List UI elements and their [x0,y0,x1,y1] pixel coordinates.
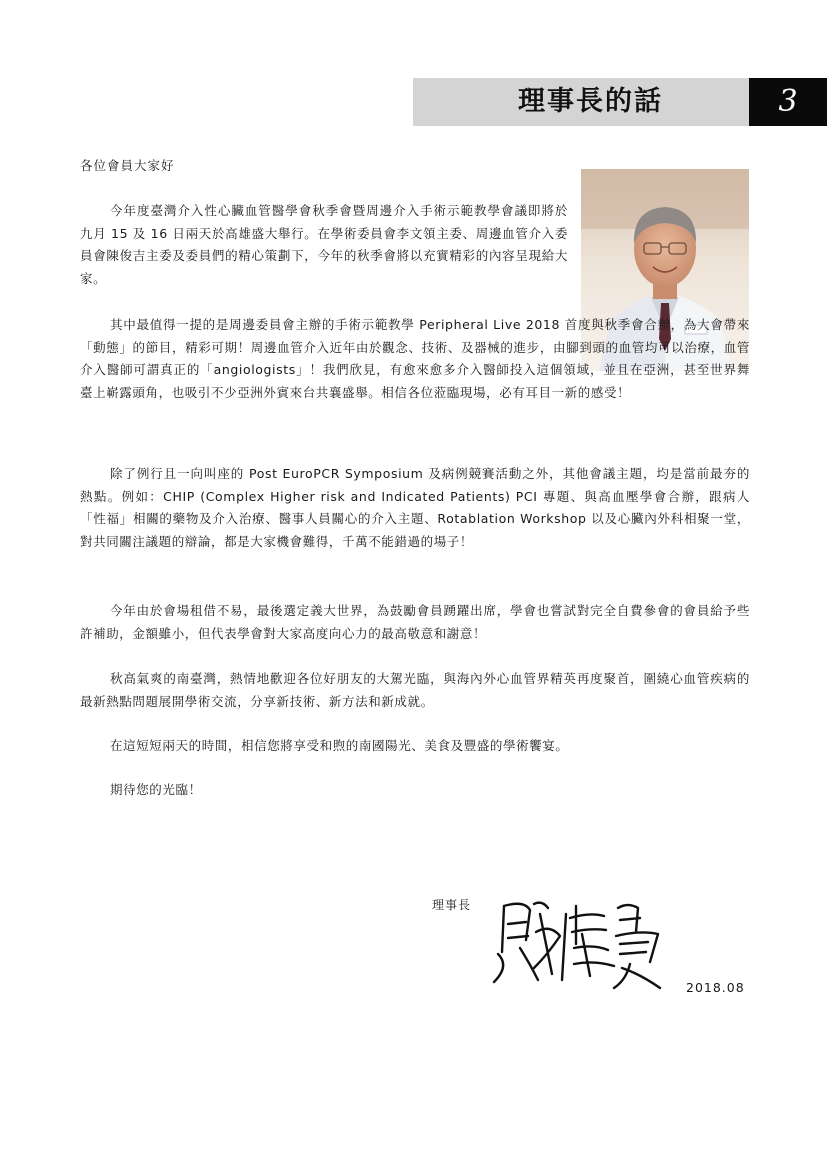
paragraph-welcome: 秋高氣爽的南臺灣，熱情地歡迎各位好朋友的大駕光臨，與海內外心血管界精英再度聚首，圍繞心血管疾病的最新熱點問題展開學術交流，分享新技術、新方法和新成就。 [80,671,750,709]
header-bar [413,78,749,126]
greeting: 各位會員大家好 [80,158,175,173]
page-number: 3 [749,78,827,126]
paragraph-venue: 今年由於會場租借不易，最後選定義大世界，為鼓勵會員踴躍出席，學會也嘗試對完全自費參會的會員給予些許補助，金額雖小，但代表學會對大家高度向心力的最高敬意和謝意！ [80,603,750,641]
handwritten-signature [490,884,670,994]
letter-date: 2018.08 [686,980,745,995]
paragraph-peripheral-live: 其中最值得一提的是周邊委員會主辦的手術示範教學 Peripheral Live 2018 首度與秋季會合辦，為大會帶來「動態」的節目，精彩可期！周邊血管介入近年由於觀念、技術、及器械的進步，由腳到頭的血管均可以治療，血管介入醫師可謂真正的「angiologists」！我們欣見，有愈來愈多介入醫師投入這個領域，並且在亞洲，甚至世界舞臺上嶄露頭角，也吸引不少亞洲外賓來台共襄盛舉。相信各位蒞臨現場，必有耳目一新的感受！ [80,317,750,400]
paragraph-two-days: 在這短短兩天的時間，相信您將享受和煦的南國陽光、美食及豐盛的學術饗宴。 [110,738,569,753]
signature-role: 理事長 [432,898,472,912]
page-title: 理事長的話 [518,86,663,117]
paragraph-intro: 今年度臺灣介入性心臟血管醫學會秋季會暨周邊介入手術示範教學會議即將於九月 15 及 16 日兩天於高雄盛大舉行。在學術委員會李文領主委、周邊血管介入委員會陳俊吉主委及委員們的精心策劃下，今年的秋季會將以充實精彩的內容呈現給大家。 [80,203,568,286]
paragraph-closing: 期待您的光臨！ [110,782,202,797]
paragraph-topics: 除了例行且一向叫座的 Post EuroPCR Symposium 及病例競賽活動之外，其他會議主題，均是當前最夯的熱點。例如：CHIP (Complex Higher risk and Indicated Patients) PCI 專題、與高血壓學會合辦，跟病人「性福」相關的藥物及介入治療、醫事人員關心的介入主題、Rotablation Workshop 以及心臟內外科相聚一堂，對共同關注議題的辯論，都是大家機會難得，千萬不能錯過的場子！ [80,466,750,549]
